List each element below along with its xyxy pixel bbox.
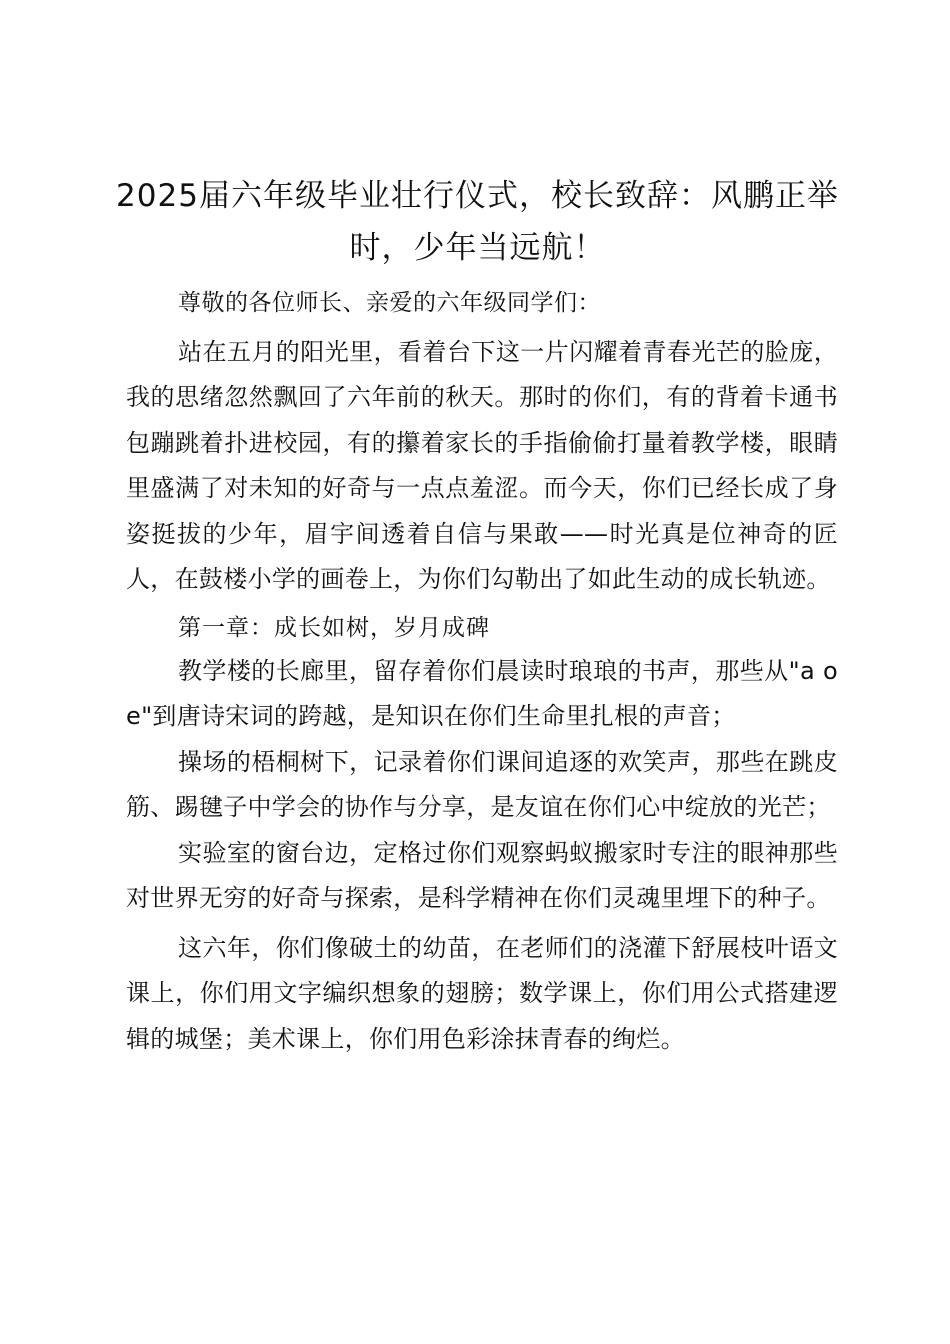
salutation-paragraph: 尊敬的各位师长、亲爱的六年级同学们： — [178, 290, 601, 316]
document-title: 2025届六年级毕业壮行仪式，校长致辞：风鹏正举时，少年当远航！ — [116, 178, 839, 266]
body-paragraph: 实验室的窗台边，定格过你们观察蚂蚁搬家时专注的眼神那些对世界无穷的好奇与探索，是科学精神在你们灵魂里埋下的种子。 — [126, 838, 838, 912]
opening-paragraph: 站在五月的阳光里，看着台下这一片闪耀着青春光芒的脸庞，我的思绪忽然飘回了六年前的秋天。那时的你们，有的背着卡通书包蹦跳着扑进校园，有的攥着家长的手指偷偷打量着教学楼，眼睛里盛满了对未知的好奇与一点点羞涩。而今天，你们已经长成了身姿挺拔的少年，眉宇间透着自信与果敢——时光真是位神奇的匠人，在鼓楼小学的画卷上，为你们勾勒出了如此生动的成长轨迹。 — [126, 337, 838, 593]
chapter-heading: 第一章：成长如树，岁月成碑 — [178, 614, 490, 641]
body-paragraph: 操场的梧桐树下，记录着你们课间追逐的欢笑声，那些在跳皮筋、踢毽子中学会的协作与分享，是友谊在你们心中绽放的光芒； — [126, 747, 838, 821]
document-body — [126, 276, 838, 1062]
body-paragraph: 这六年，你们像破土的幼苗，在老师们的浇灌下舒展枝叶语文课上，你们用文字编织想象的翅膀；数学课上，你们用公式搭建逻辑的城堡；美术课上，你们用色彩涂抹青春的绚烂。 — [126, 933, 838, 1053]
body-paragraph: 教学楼的长廊里，留存着你们晨读时琅琅的书声，那些从"a o e"到唐诗宋词的跨越，是知识在你们生命里扎根的声音； — [126, 656, 838, 730]
